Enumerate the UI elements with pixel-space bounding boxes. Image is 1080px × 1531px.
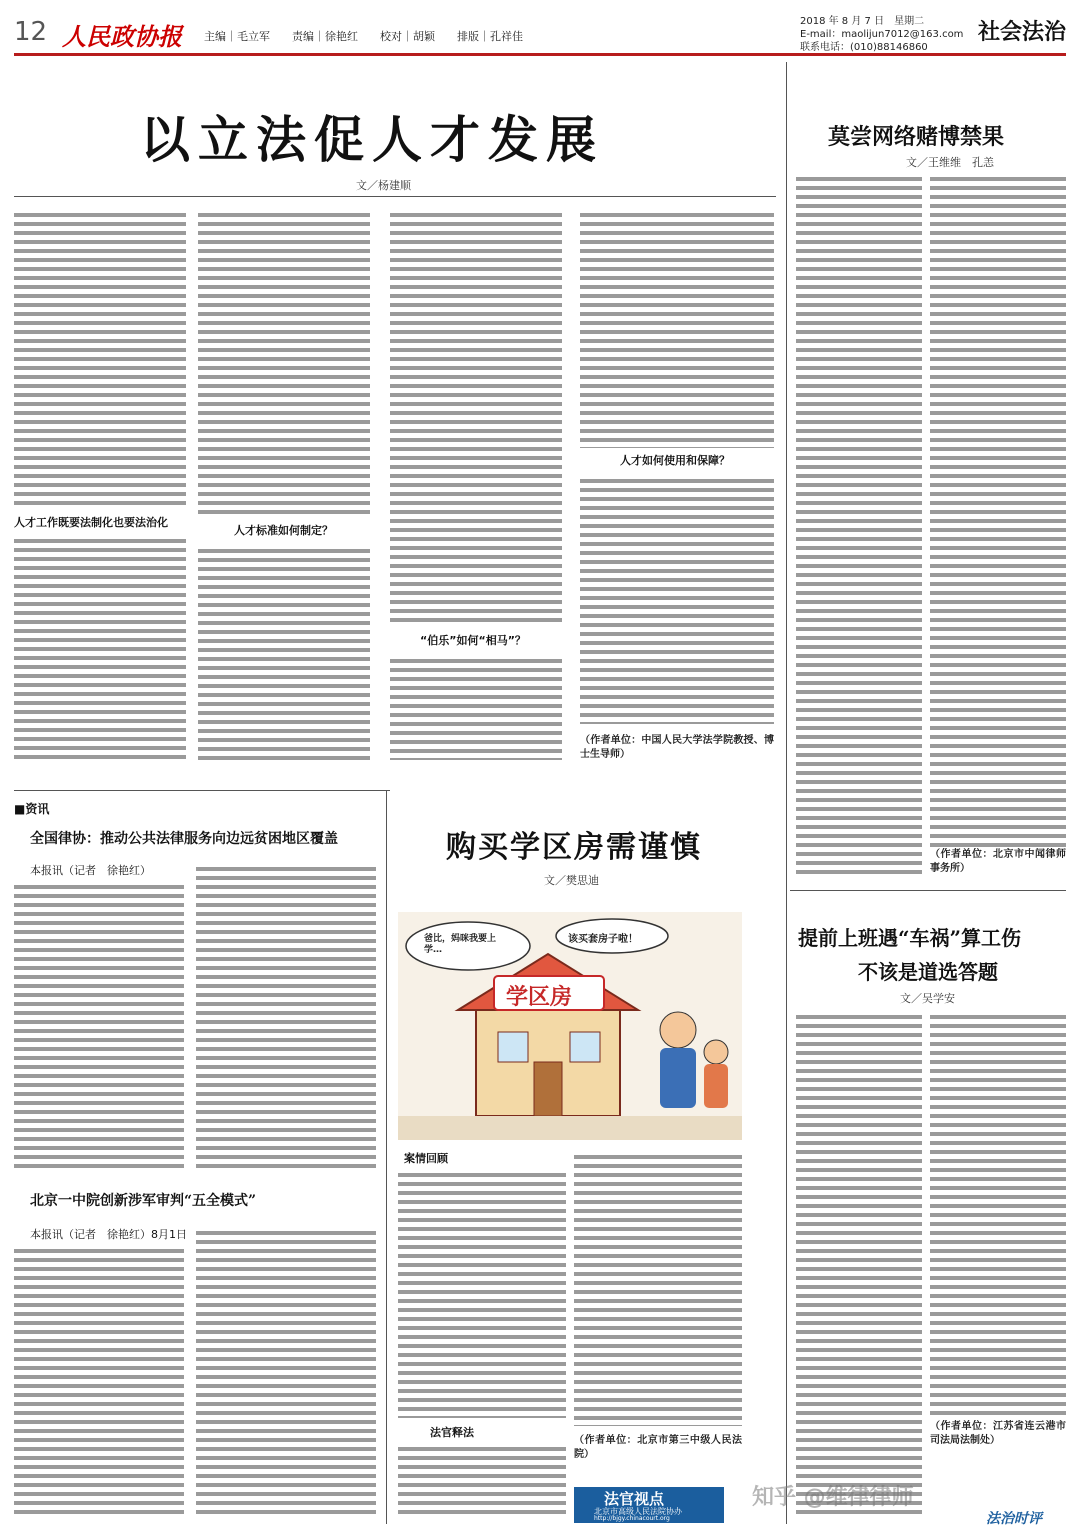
school-column-1b — [398, 1442, 566, 1518]
accident-column-2 — [930, 1010, 1066, 1416]
main-subhead-3: “伯乐”如何“相马”？ — [420, 634, 526, 647]
bubble-child-text: 爸比，妈咪我要上学… — [424, 934, 497, 955]
main-column-2 — [198, 208, 370, 514]
main-column-4 — [580, 208, 774, 448]
main-column-2b — [198, 544, 370, 760]
gambling-rule — [790, 890, 1066, 891]
staff-credits: 主编｜毛立军 责编｜徐艳红 校对｜胡颖 排版｜孔祥佳 — [204, 30, 523, 43]
news-divider — [386, 790, 387, 1524]
main-column-1 — [14, 208, 186, 508]
bubble-parent-text: 该买套房子啦！ — [568, 934, 638, 945]
main-subhead-4: 人才如何使用和保障？ — [620, 454, 730, 467]
gambling-column-2 — [930, 172, 1066, 862]
main-rule — [14, 196, 776, 197]
main-subhead-1: 人才工作既要法制化也要法治化 — [14, 516, 168, 529]
gambling-byline: 文／王维维 孔恙 — [906, 156, 994, 169]
news-item1-headline: 全国律协：推动公共法律服务向边远贫困地区覆盖 — [30, 831, 338, 847]
badge-subtitle: 北京市高级人民法院协办 — [594, 1507, 682, 1516]
contact-phone: 联系电话：(010)88146860 — [800, 42, 928, 53]
school-byline: 文／樊思迪 — [544, 874, 599, 887]
school-author-note: （作者单位：北京市第三中级人民法院） — [574, 1435, 742, 1460]
col-divider-right — [786, 62, 787, 1524]
main-column-3b — [390, 654, 562, 760]
news-item1-lead: 本报讯（记者 徐艳红） — [30, 864, 151, 877]
news-item2-headline: 北京一中院创新涉军审判“五全模式” — [30, 1193, 257, 1209]
case-review-label: 案情回顾 — [404, 1152, 448, 1165]
school-column-2 — [574, 1150, 742, 1426]
watermark: 知乎 @维律律师 — [752, 1485, 914, 1510]
school-sign-text: 学区房 — [506, 984, 573, 1010]
news-item2-column-1 — [14, 1244, 184, 1518]
main-byline: 文／杨建顺 — [356, 179, 411, 192]
badge-title: 法官视点 — [604, 1490, 665, 1508]
judge-view-badge — [574, 1487, 724, 1523]
news-item1-column-1 — [14, 880, 184, 1170]
brand-logo: 法治时评 — [986, 1511, 1042, 1527]
accident-column-1 — [796, 1010, 922, 1518]
main-column-3 — [390, 208, 562, 626]
main-author-note: （作者单位：中国人民大学法学院教授、博士生导师） — [580, 735, 774, 760]
masthead — [14, 15, 1066, 56]
contact-email[interactable]: E-mail：maolijun7012@163.com — [800, 29, 964, 40]
accident-byline: 文／吴学安 — [900, 992, 955, 1005]
main-headline: 以立法促人才发展 — [140, 110, 604, 169]
issue-date: 2018 年 8 月 7 日 星期二 — [800, 16, 925, 27]
main-column-4b — [580, 474, 774, 724]
accident-headline-2: 不该是道选答题 — [858, 960, 998, 984]
gambling-column-1 — [796, 172, 922, 876]
masthead-info — [800, 15, 963, 54]
school-headline: 购买学区房需谨慎 — [446, 830, 702, 865]
section-title: 社会法治 — [977, 19, 1066, 45]
news-label: ■资讯 — [14, 802, 50, 816]
judge-explains-label: 法官释法 — [430, 1426, 474, 1439]
news-rule-top — [14, 790, 390, 791]
news-item1-column-2 — [196, 862, 376, 1170]
badge-url[interactable]: http://bjgy.chinacourt.org — [594, 1515, 670, 1522]
gambling-headline: 莫尝网络赌博禁果 — [828, 124, 1005, 150]
news-item2-column-2 — [196, 1226, 376, 1518]
news-item2-lead: 本报讯（记者 徐艳红）8月1日 — [30, 1228, 187, 1241]
gambling-author-note: （作者单位：北京市中闻律师事务所） — [930, 848, 1066, 878]
accident-headline-1: 提前上班遇“车祸”算工伤 — [798, 926, 1022, 950]
main-column-1b — [14, 534, 186, 760]
main-subhead-2: 人才标准如何制定？ — [234, 524, 333, 537]
school-column-1 — [398, 1168, 566, 1418]
newspaper-logo: 人民政协报 — [62, 22, 182, 51]
accident-author-note: （作者单位：江苏省连云港市司法局法制处） — [930, 1421, 1066, 1446]
school-illustration — [398, 912, 742, 1140]
page-number: 12 — [14, 17, 48, 47]
